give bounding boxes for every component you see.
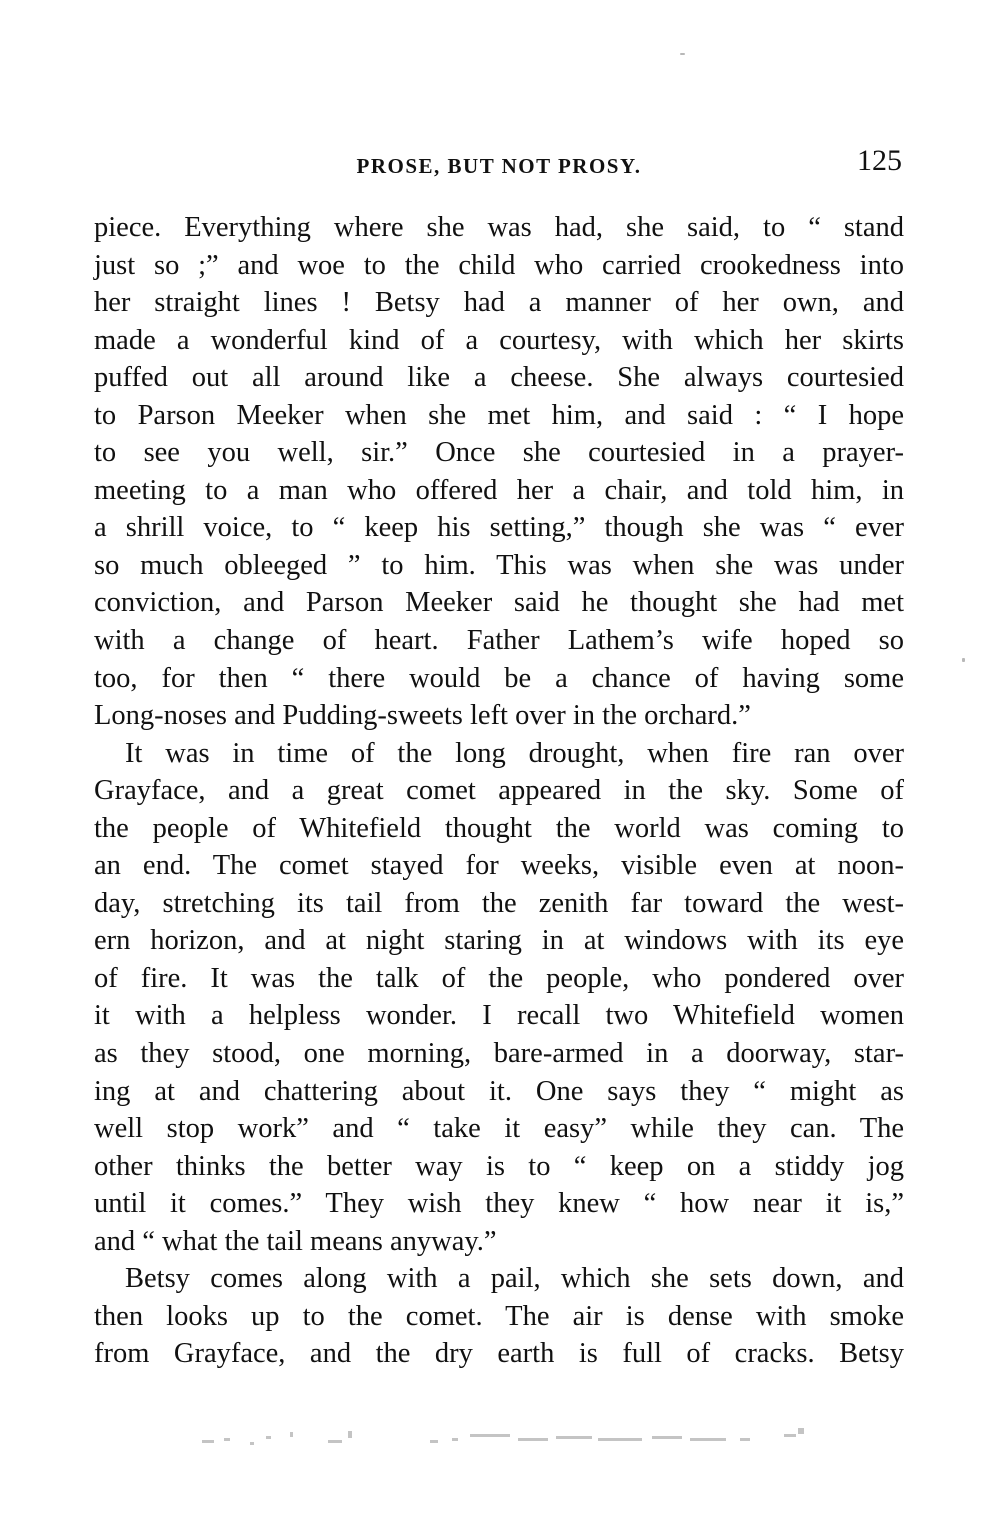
text-line: puffed out all around like a cheese. She always courtesied bbox=[94, 362, 904, 394]
text-line: to see you well, sir.” Once she courtesied in a prayer- bbox=[94, 437, 904, 469]
text-line: made a wonderful kind of a courtesy, with which her skirts bbox=[94, 324, 904, 356]
text-line: the people of Whitefield thought the world was coming to bbox=[94, 812, 904, 844]
text-line: from Grayface, and the dry earth is full of cracks. Betsy bbox=[94, 1338, 904, 1370]
running-title: PROSE, BUT NOT PROSY. bbox=[356, 154, 642, 178]
paper-speck bbox=[680, 53, 685, 55]
text-line: too, for then “ there would be a chance of having some bbox=[94, 662, 904, 694]
paper-speck bbox=[962, 658, 965, 662]
text-line: Long-noses and Pudding-sweets left over in the orchard.” bbox=[94, 700, 751, 732]
text-line: as they stood, one morning, bare-armed in a doorway, star- bbox=[94, 1038, 904, 1070]
running-head bbox=[94, 142, 904, 182]
text-line: with a change of heart. Father Lathem’s wife hoped so bbox=[94, 625, 904, 657]
bleed-through-marks bbox=[200, 1428, 820, 1452]
text-line: it with a helpless wonder. I recall two Whitefield women bbox=[94, 1000, 904, 1032]
page-number: 125 bbox=[857, 144, 902, 177]
text-line: It was in time of the long drought, when fire ran over bbox=[125, 737, 904, 769]
text-line: ing at and chattering about it. One says they “ might as bbox=[94, 1075, 904, 1107]
text-line: until it comes.” They wish they knew “ how near it is,” bbox=[94, 1188, 904, 1220]
text-line: an end. The comet stayed for weeks, visible even at noon- bbox=[94, 850, 904, 882]
text-line: of fire. It was the talk of the people, who pondered over bbox=[94, 962, 904, 994]
text-line: and “ what the tail means anyway.” bbox=[94, 1225, 497, 1257]
text-line: well stop work” and “ take it easy” while they can. The bbox=[94, 1113, 904, 1145]
text-line: piece. Everything where she was had, she said, to “ stand bbox=[94, 212, 904, 243]
body-text bbox=[94, 209, 904, 1373]
text-line: conviction, and Parson Meeker said he thought she had met bbox=[94, 587, 904, 619]
text-line: so much obleeged ” to him. This was when she was under bbox=[94, 549, 904, 581]
text-line: then looks up to the comet. The air is dense with smoke bbox=[94, 1300, 904, 1332]
text-line: meeting to a man who offered her a chair, and told him, in bbox=[94, 474, 904, 506]
text-line: ern horizon, and at night staring in at windows with its eye bbox=[94, 925, 904, 957]
text-line: just so ;” and woe to the child who carried crookedness into bbox=[94, 249, 904, 281]
text-line: Grayface, and a great comet appeared in the sky. Some of bbox=[94, 775, 904, 807]
text-line: Betsy comes along with a pail, which she sets down, and bbox=[125, 1263, 904, 1295]
text-line: a shrill voice, to “ keep his setting,” though she was “ ever bbox=[94, 512, 904, 544]
text-line: her straight lines ! Betsy had a manner of her own, and bbox=[94, 287, 904, 319]
text-line: day, stretching its tail from the zenith far toward the west- bbox=[94, 887, 904, 919]
text-line: to Parson Meeker when she met him, and said : “ I hope bbox=[94, 399, 904, 431]
text-line: other thinks the better way is to “ keep on a stiddy jog bbox=[94, 1150, 904, 1182]
